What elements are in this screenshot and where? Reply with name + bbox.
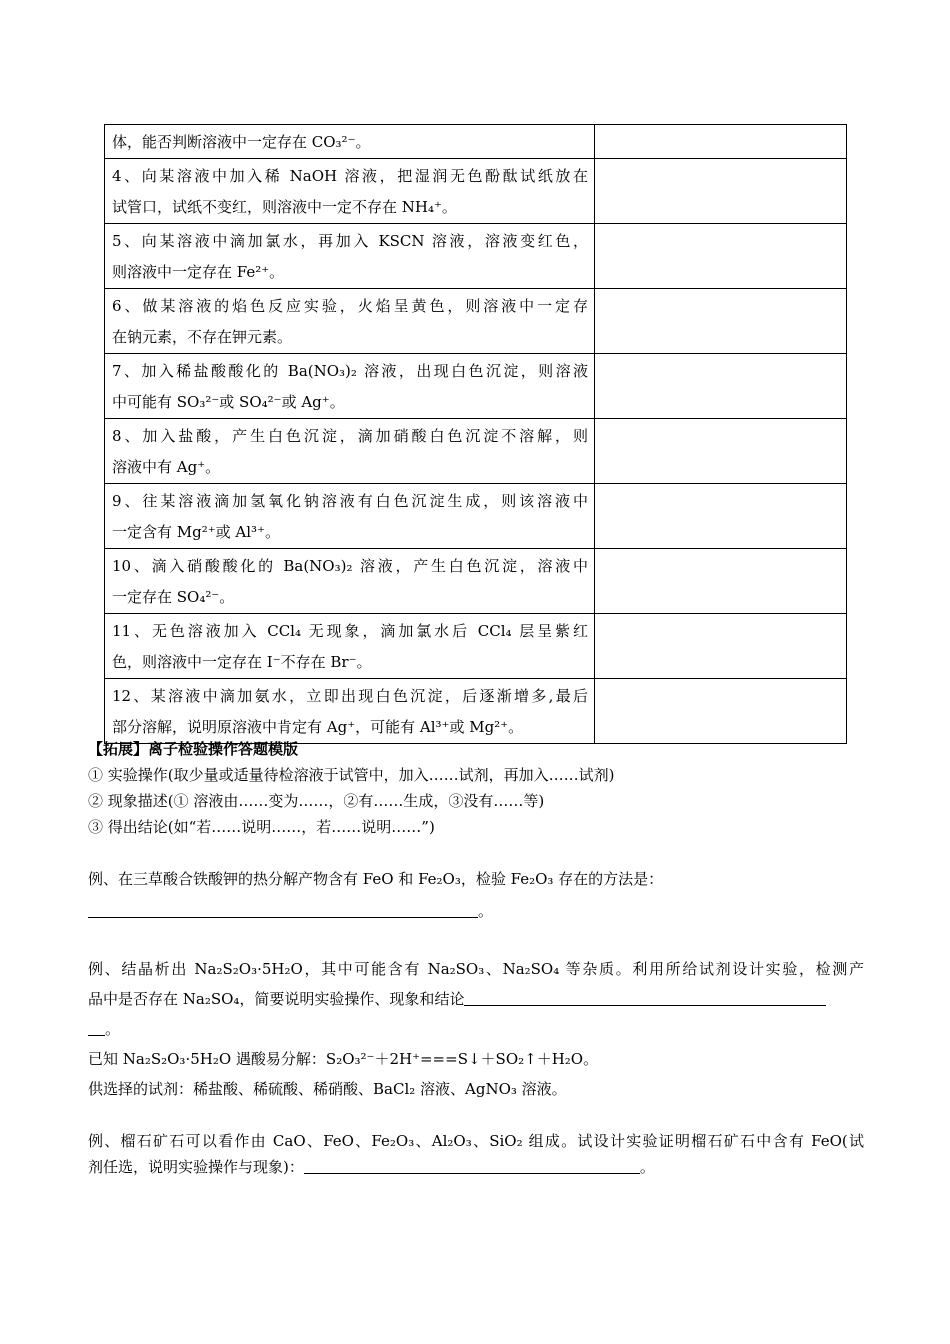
example1-answer-line: [88, 901, 493, 921]
statement-line: 试管口，试纸不变红，则溶液中一定不存在 NH₄⁺。: [112, 198, 457, 216]
table-row: [105, 354, 847, 419]
example3-question-line1: 例、榴石矿石可以看作由 CaO、FeO、Fe₂O₃、Al₂O₃、SiO₂ 组成。试设计实验证明榴石矿石中含有 FeO(试: [88, 1132, 864, 1150]
answer-cell[interactable]: [595, 549, 847, 614]
statement-line: 10、滴入硝酸酸化的 Ba(NO₃)₂ 溶液，产生白色沉淀，溶液中: [112, 557, 588, 575]
table-row: [105, 289, 847, 354]
statement-line: 中可能有 SO₃²⁻或 SO₄²⁻或 Ag⁺。: [112, 393, 345, 411]
table-row: [105, 419, 847, 484]
statement-cell: [105, 354, 595, 419]
statement-cell: [105, 614, 595, 679]
statement-line: 部分溶解，说明原溶液中肯定有 Ag⁺，可能有 Al³⁺或 Mg²⁺。: [112, 718, 524, 736]
statement-line: 4、向某溶液中加入稀 NaOH 溶液，把湿润无色酚酞试纸放在: [112, 167, 588, 185]
template-step-phenomenon: ② 现象描述(① 溶液由……变为……，②有……生成，③没有……等): [88, 792, 545, 810]
example2-answer-tail: [88, 1019, 120, 1039]
answer-cell[interactable]: [595, 679, 847, 744]
judgement-table-body: [105, 125, 847, 744]
statement-line: 色，则溶液中一定存在 I⁻不存在 Br⁻。: [112, 653, 372, 671]
statement-cell: [105, 679, 595, 744]
statement-cell: [105, 484, 595, 549]
statement-line: 7、加入稀盐酸酸化的 Ba(NO₃)₂ 溶液，出现白色沉淀，则溶液: [112, 362, 588, 380]
template-step-conclusion: ③ 得出结论(如“若……说明……，若……说明……”): [88, 818, 435, 836]
example2-question-line2: [88, 989, 826, 1009]
statement-cell: [105, 159, 595, 224]
table-row: [105, 224, 847, 289]
extension-heading: 【拓展】离子检验操作答题模版: [88, 740, 299, 758]
table-row: [105, 484, 847, 549]
statement-line: 溶液中有 Ag⁺。: [112, 458, 221, 476]
answer-cell[interactable]: [595, 159, 847, 224]
statement-line: 8、加入盐酸，产生白色沉淀，滴加硝酸白色沉淀不溶解，则: [112, 427, 588, 445]
table-row: [105, 679, 847, 744]
judgement-table: [104, 124, 847, 744]
example3-question-text: 剂任选，说明实验操作与现象)：: [88, 1158, 304, 1176]
period: 。: [478, 902, 494, 920]
answer-blank[interactable]: [88, 902, 478, 918]
statement-line: 11、无色溶液加入 CCl₄ 无现象，滴加氯水后 CCl₄ 层呈紫红: [112, 622, 588, 640]
statement-cell: [105, 549, 595, 614]
table-row: [105, 614, 847, 679]
example1-question: 例、在三草酸合铁酸钾的热分解产物含有 FeO 和 Fe₂O₃，检验 Fe₂O₃ 存在的方法是：: [88, 870, 664, 888]
statement-cell: [105, 125, 595, 159]
statement-cell: [105, 419, 595, 484]
statement-line: 9、往某溶液滴加氢氧化钠溶液有白色沉淀生成，则该溶液中: [112, 492, 588, 510]
statement-line: 一定含有 Mg²⁺或 Al³⁺。: [112, 523, 280, 541]
example3-question-line2: [88, 1157, 655, 1177]
answer-cell[interactable]: [595, 614, 847, 679]
example2-question-text: 品中是否存在 Na₂SO₄，简要说明实验操作、现象和结论: [88, 990, 465, 1008]
statement-line: 则溶液中一定存在 Fe²⁺。: [112, 263, 285, 281]
example2-reagents: 供选择的试剂：稀盐酸、稀硫酸、稀硝酸、BaCl₂ 溶液、AgNO₃ 溶液。: [88, 1080, 567, 1098]
statement-line: 5、向某溶液中滴加氯水，再加入 KSCN 溶液，溶液变红色，: [112, 232, 588, 250]
table-row: [105, 549, 847, 614]
statement-line: 在钠元素，不存在钾元素。: [112, 328, 293, 346]
answer-cell[interactable]: [595, 354, 847, 419]
answer-cell[interactable]: [595, 125, 847, 159]
answer-cell[interactable]: [595, 289, 847, 354]
example2-known-reaction: 已知 Na₂S₂O₃·5H₂O 遇酸易分解：S₂O₃²⁻＋2H⁺===S↓＋SO₂↑＋H₂O。: [88, 1050, 599, 1068]
statement-line: 12、某溶液中滴加氨水，立即出现白色沉淀，后逐渐增多,最后: [112, 687, 588, 705]
answer-blank[interactable]: [88, 1020, 105, 1036]
answer-cell[interactable]: [595, 224, 847, 289]
statement-line: 体，能否判断溶液中一定存在 CO₃²⁻。: [112, 133, 371, 151]
answer-blank[interactable]: [464, 990, 826, 1006]
statement-line: 6、做某溶液的焰色反应实验，火焰呈黄色，则溶液中一定存: [112, 297, 588, 315]
statement-cell: [105, 224, 595, 289]
period: 。: [639, 1158, 655, 1176]
table-row: [105, 159, 847, 224]
table-row: [105, 125, 847, 159]
answer-cell[interactable]: [595, 484, 847, 549]
template-step-operation: ① 实验操作(取少量或适量待检溶液于试管中，加入……试剂，再加入……试剂): [88, 766, 615, 784]
example2-question-line1: 例、结晶析出 Na₂S₂O₃·5H₂O，其中可能含有 Na₂SO₃、Na₂SO₄ 等杂质。利用所给试剂设计实验，检测产: [88, 960, 864, 978]
statement-cell: [105, 289, 595, 354]
answer-blank[interactable]: [304, 1158, 640, 1174]
answer-cell[interactable]: [595, 419, 847, 484]
period: 。: [105, 1020, 121, 1038]
statement-line: 一定存在 SO₄²⁻。: [112, 588, 235, 606]
